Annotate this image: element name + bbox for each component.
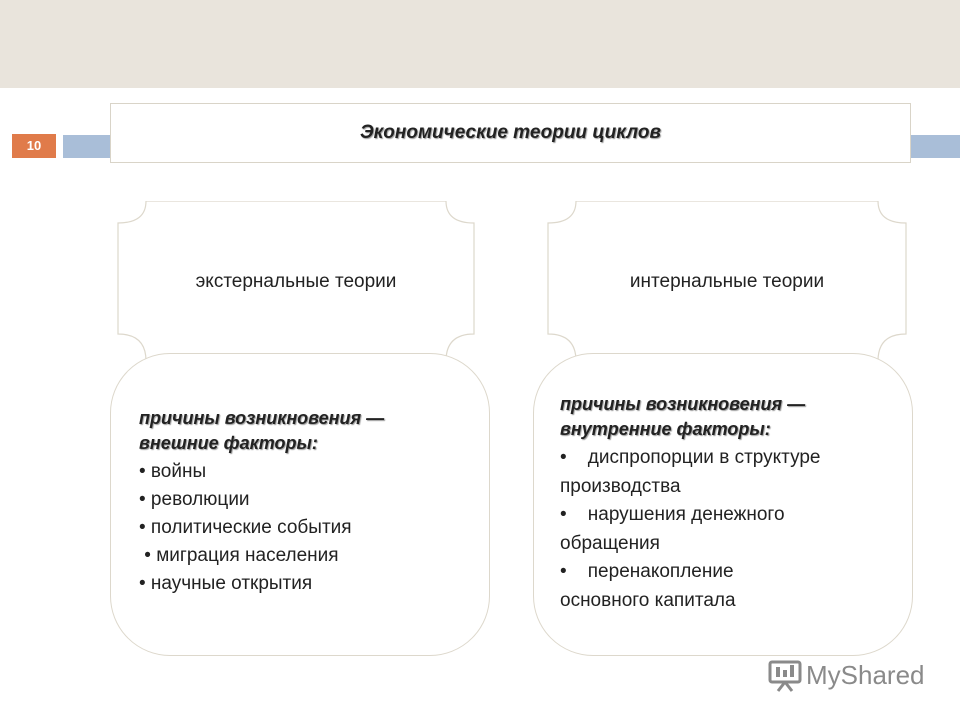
watermark-brand: MyShared: [806, 660, 925, 690]
internal-factor-item: • нарушения денежного: [560, 504, 785, 525]
title-rule-left: [63, 135, 111, 158]
internal-factor-item-cont: производства: [560, 475, 681, 497]
external-factor-item: • войны: [139, 461, 207, 482]
internal-factor-item: • перенакопление: [560, 561, 734, 582]
external-factor-item: • революции: [139, 489, 250, 510]
internal-theories-label: интернальные теории: [629, 271, 825, 292]
external-factors-content: [139, 406, 479, 598]
external-factor-item: • миграция населения: [139, 545, 339, 566]
slide-title: Экономические теории циклов: [360, 122, 661, 143]
title-box: [110, 103, 911, 163]
internal-factor-item-cont: обращения: [560, 532, 660, 554]
presentation-icon: [768, 658, 802, 692]
external-theories-label: экстернальные теории: [195, 271, 397, 292]
top-band: [0, 0, 960, 88]
external-heading-line2: внешние факторы:: [139, 433, 318, 453]
internal-heading-line2: внутренние факторы:: [560, 419, 771, 439]
internal-factors-content: [560, 392, 900, 615]
internal-factors-box: [533, 353, 913, 656]
external-factors-box: [110, 353, 490, 656]
internal-theories-shape: [546, 201, 908, 361]
internal-heading-line1: причины возникновения —: [560, 394, 806, 414]
external-theories-shape: [116, 201, 476, 361]
external-factor-item: • научные открытия: [139, 573, 313, 594]
slide-number: 10: [12, 134, 56, 158]
myshared-watermark: [766, 656, 936, 696]
internal-factor-item-cont: основного капитала: [560, 589, 736, 611]
internal-factor-item: • диспропорции в структуре: [560, 447, 821, 468]
title-rule-right: [911, 135, 960, 158]
external-heading-line1: причины возникновения —: [139, 408, 385, 428]
external-factor-item: • политические события: [139, 517, 352, 538]
